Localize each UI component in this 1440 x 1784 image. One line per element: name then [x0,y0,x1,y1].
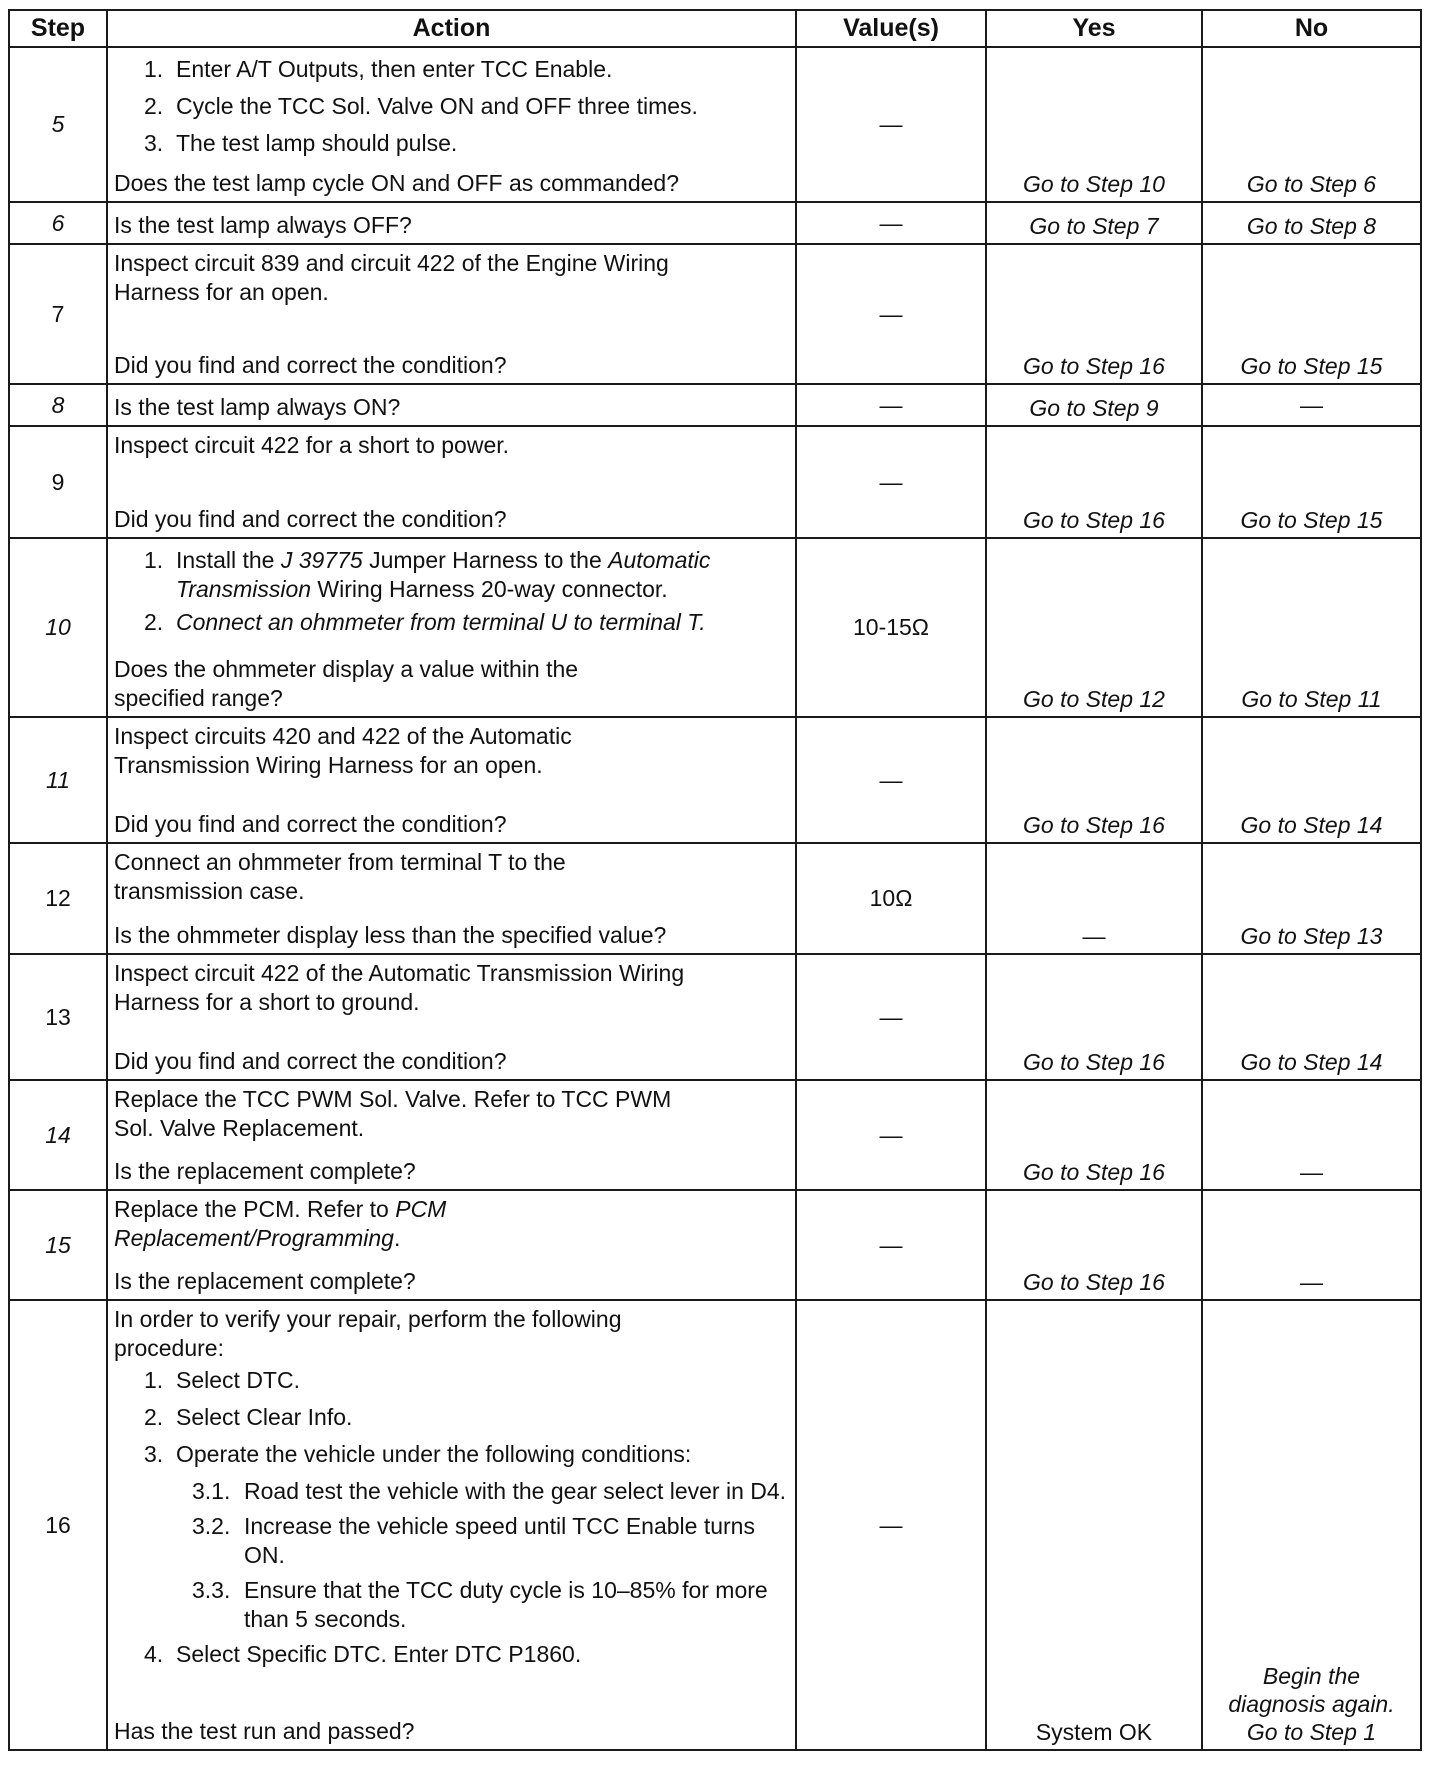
no-cell [1202,1190,1421,1300]
no-cell [1202,954,1421,1080]
yes-cell [986,538,1202,717]
action-cell [107,538,796,717]
action-text: Harness for an open. [114,279,329,305]
question-line: Does the ohmmeter display a value within the [114,656,579,682]
action-cell [107,384,796,426]
header-yes: Yes [986,10,1202,47]
no-cell [1202,843,1421,954]
no-cell [1202,426,1421,538]
action-cell [107,1080,796,1190]
question-text: Did you find and correct the condition? [114,506,507,532]
no-result: — [1300,1159,1323,1185]
no-result: Go to Step 8 [1246,213,1377,239]
step-number: 16 [9,1300,107,1750]
table-row [9,843,1421,954]
text-run: Automatic [608,547,711,573]
no-cell [1202,47,1421,202]
no-cell [1202,244,1421,384]
diagnostic-table [8,9,1422,1751]
item-number: 3. [144,1441,164,1467]
yes-cell [986,202,1202,244]
yes-cell [986,1080,1202,1190]
text-run: Replace the PCM. Refer to [114,1196,396,1222]
value-cell: — [796,1190,986,1300]
step-number: 10 [9,538,107,717]
step-number: 11 [9,717,107,843]
yes-result: System OK [1035,1719,1153,1745]
table-row [9,538,1421,717]
no-result-line: Begin the [1262,1663,1361,1689]
no-cell: — [1202,384,1421,426]
value-cell: — [796,426,986,538]
question-text: Has the test run and passed? [114,1718,415,1744]
value-cell: — [796,202,986,244]
action-text: Inspect circuit 839 and circuit 422 of the Engine Wiring [114,250,669,276]
no-result-line: diagnosis again. [1228,1691,1395,1717]
table-row [9,1080,1421,1190]
no-result: Go to Step 11 [1241,686,1382,712]
no-cell [1202,1080,1421,1190]
action-cell [107,843,796,954]
text-run: . [393,1225,401,1251]
question-text: Did you find and correct the condition? [114,811,507,837]
item-number: 1. [144,1367,164,1393]
yes-cell [986,47,1202,202]
value-cell: — [796,1300,986,1750]
table-row [9,954,1421,1080]
value-cell: 10Ω [796,843,986,954]
subitem-number: 3.2. [192,1513,231,1539]
action-text: procedure: [114,1335,224,1361]
subitem-text: Ensure that the TCC duty cycle is 10–85% for more than 5 seconds. [244,1577,768,1632]
text-run: PCM [395,1196,447,1222]
yes-result: Go to Step 16 [1023,1269,1165,1295]
item-text: Operate the vehicle under the following conditions: [176,1441,692,1467]
header-action: Action [107,10,796,47]
yes-result: Go to Step 16 [1023,1049,1165,1075]
step-number: 6 [9,202,107,244]
item-number: 1. [144,547,164,573]
item-text: Enter A/T Outputs, then enter TCC Enable. [176,56,613,82]
action-text: Inspect circuit 422 of the Automatic Transmission Wiring [114,960,685,986]
header-no: No [1202,10,1421,47]
header-step: Step [9,10,107,47]
no-cell [1202,717,1421,843]
yes-result: Go to Step 16 [1023,1159,1165,1185]
value-cell: — [796,954,986,1080]
table-row [9,384,1421,426]
question-text [114,655,789,713]
value-cell: — [796,1080,986,1190]
yes-result: Go to Step 9 [1029,395,1159,421]
item-text: Connect an ohmmeter from terminal U to terminal T. [176,609,706,635]
action-cell [107,717,796,843]
table-row [9,202,1421,244]
step-number: 7 [9,244,107,384]
action-cell [107,47,796,202]
yes-result: Go to Step 16 [1023,353,1165,379]
table-row [9,1300,1421,1750]
item-text: The test lamp should pulse. [176,130,458,156]
question-text: Is the replacement complete? [114,1268,416,1294]
yes-cell [986,717,1202,843]
step-number: 13 [9,954,107,1080]
item-text: Select Specific DTC. Enter DTC P1860. [176,1641,582,1667]
action-cell [107,244,796,384]
value-cell: — [796,47,986,202]
no-result-line: Go to Step 1 [1246,1719,1377,1745]
yes-cell [986,954,1202,1080]
value-cell: — [796,717,986,843]
question-text: Does the test lamp cycle ON and OFF as commanded? [114,170,680,196]
question-text: Is the ohmmeter display less than the specified value? [114,922,667,948]
text-run: Jumper Harness to the [362,547,609,573]
subitem-text: Increase the vehicle speed until TCC Enable turns ON. [244,1513,755,1568]
action-text [114,1195,789,1224]
step-number: 12 [9,843,107,954]
action-cell [107,1190,796,1300]
yes-result: Go to Step 16 [1023,507,1165,533]
no-cell [1202,202,1421,244]
item-number: 4. [144,1641,164,1667]
step-number: 8 [9,384,107,426]
step-number: 9 [9,426,107,538]
action-text [114,1224,789,1253]
question-text: Is the test lamp always ON? [114,394,401,420]
no-cell [1202,1300,1421,1750]
item-number: 2. [144,93,164,119]
no-result: Go to Step 15 [1240,353,1383,379]
action-cell [107,954,796,1080]
value-cell: 10-15Ω [796,538,986,717]
subitem-text: Road test the vehicle with the gear select lever in D4. [244,1478,787,1504]
yes-cell [986,843,1202,954]
question-text: Is the test lamp always OFF? [114,212,412,238]
question-text: Is the replacement complete? [114,1158,416,1184]
action-text: Connect an ohmmeter from terminal T to the [114,849,566,875]
text-run: Transmission [176,576,312,602]
action-text: Inspect circuit 422 for a short to power. [114,432,510,458]
question-text: Did you find and correct the condition? [114,1048,507,1074]
yes-cell [986,384,1202,426]
text-run: Install the [176,547,281,573]
text-run: Wiring Harness 20-way connector. [311,576,668,602]
no-cell [1202,538,1421,717]
yes-result: Go to Step 12 [1023,686,1165,712]
question-text: Did you find and correct the condition? [114,352,507,378]
table-row [9,717,1421,843]
header-values: Value(s) [796,10,986,47]
action-text: Replace the TCC PWM Sol. Valve. Refer to TCC PWM [114,1086,672,1112]
no-result [1203,1662,1420,1746]
yes-cell [986,244,1202,384]
action-text: Transmission Wiring Harness for an open. [114,752,543,778]
yes-cell [986,1190,1202,1300]
yes-result: — [1082,923,1106,949]
no-result: Go to Step 14 [1240,812,1383,838]
yes-cell [986,1300,1202,1750]
action-text: Inspect circuits 420 and 422 of the Automatic [114,723,572,749]
action-cell [107,202,796,244]
yes-result: Go to Step 16 [1023,812,1165,838]
action-text: Sol. Valve Replacement. [114,1115,365,1141]
step-number: 15 [9,1190,107,1300]
step-number: 5 [9,47,107,202]
item-number: 3. [144,130,164,156]
item-text: Select DTC. [176,1367,300,1393]
no-result: Go to Step 6 [1246,171,1377,197]
no-result: Go to Step 14 [1240,1049,1383,1075]
table-row [9,426,1421,538]
table-row [9,1190,1421,1300]
action-text: transmission case. [114,878,305,904]
item-text: Cycle the TCC Sol. Valve ON and OFF three times. [176,93,698,119]
action-cell [107,1300,796,1750]
value-cell: — [796,384,986,426]
tool-name: J 39775 [280,547,363,573]
action-cell [107,426,796,538]
text-run: Replacement/Programming [114,1225,394,1251]
no-result: Go to Step 13 [1240,923,1383,949]
header-row [9,10,1421,47]
item-text [176,546,789,604]
table-row [9,244,1421,384]
yes-result: Go to Step 10 [1023,171,1165,197]
value-cell: — [796,244,986,384]
action-text: In order to verify your repair, perform the following [114,1306,622,1332]
item-number: 2. [144,609,164,635]
no-result: — [1300,1269,1323,1295]
action-text: Harness for a short to ground. [114,989,420,1015]
no-result: Go to Step 15 [1240,507,1383,533]
yes-result: Go to Step 7 [1029,213,1159,239]
question-line: specified range? [114,685,283,711]
subitem-number: 3.3. [192,1577,231,1603]
item-number: 2. [144,1404,164,1430]
item-number: 1. [144,56,164,82]
yes-cell [986,426,1202,538]
subitem-number: 3.1. [192,1478,231,1504]
table-row [9,47,1421,202]
step-number: 14 [9,1080,107,1190]
item-text: Select Clear Info. [176,1404,353,1430]
